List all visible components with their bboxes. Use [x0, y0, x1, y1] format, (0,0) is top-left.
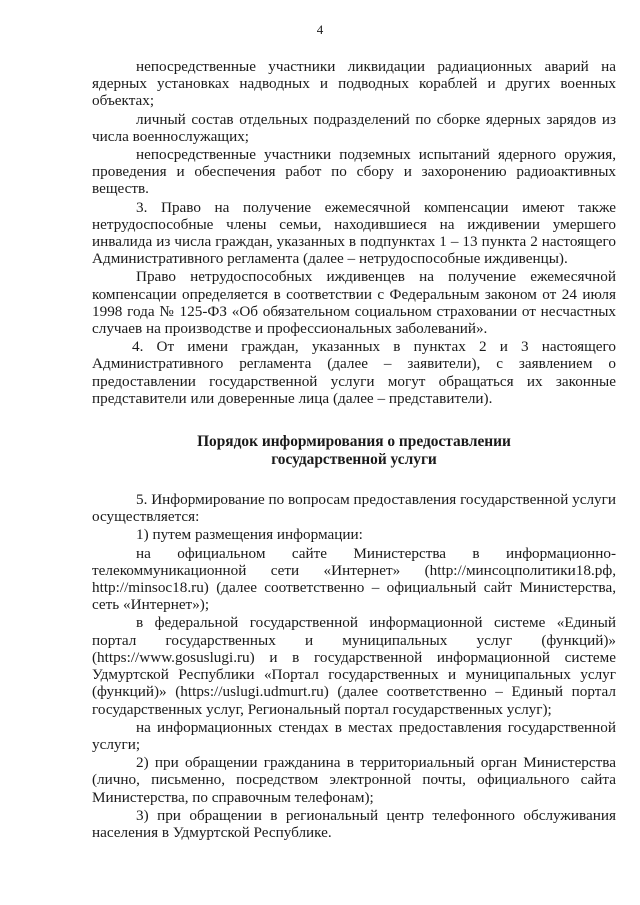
section-heading-line-1: Порядок информирования о предоставлении — [197, 433, 511, 451]
paragraph: на информационных стендах в местах предоставления государственной услуги; — [92, 718, 616, 753]
subitem-3: 3) при обращении в региональный центр телефонного обслуживания населения в Удмуртской Республике. — [92, 806, 616, 841]
section-heading — [92, 433, 616, 469]
paragraph-item-5: 5. Информирование по вопросам предоставления государственной услуги осуществляется: — [92, 491, 616, 526]
paragraph-item-3: 3. Право на получение ежемесячной компенсации имеют также нетрудоспособные члены семьи, находившиеся на иждивении умершего инвалида из числа граждан, указанных в подпунктах 1 – 13 пункта 2 настоящего Административного регламента (далее – нетрудоспособные иждивенцы). — [92, 198, 616, 268]
paragraph: Право нетрудоспособных иждивенцев на получение ежемесячной компенсации определяется в соответствии с Федеральным законом от 24 июля 1998 года № 125-ФЗ «Об обязательном социальном страховании от несчастных случаев на производстве и профессиональных заболеваний». — [92, 268, 616, 338]
paragraph: в федеральной государственной информационной системе «Единый портал государственных и муниципальных услуг (функций)» (https://www.gosuslugi.ru) и в государственной информационной системе Удмуртской Республики «Портал государственных и муниципальных услуг (функций)» (https://uslugi.udmurt.ru) (далее соответственно – Единый портал государственных услуг, Региональный портал государственных услуг); — [92, 614, 616, 718]
paragraph: личный состав отдельных подразделений по сборке ядерных зарядов из числа военнослужащих; — [92, 110, 616, 145]
paragraph: непосредственные участники ликвидации радиационных аварий на ядерных установках надводных и подводных кораблей и других военных объектах; — [92, 58, 616, 110]
subitem-1: 1) путем размещения информации: — [136, 526, 363, 544]
page-number: 4 — [316, 22, 324, 37]
document-body — [92, 58, 616, 842]
paragraph: на официальном сайте Министерства в информационно-телекоммуникационной сети «Интернет» (http://минсоцполитики18.рф, http://minsoc18.ru) (далее соответственно – официальный сайт Министерства, сеть «Интернет»); — [92, 544, 616, 614]
paragraph: непосредственные участники подземных испытаний ядерного оружия, проведения и обеспечения работ по сбору и захоронению радиоактивных веществ. — [92, 146, 616, 198]
subitem-2: 2) при обращении гражданина в территориальный орган Министерства (лично, письменно, посредством электронной почты, официального сайта Министерства, по справочным телефонам); — [92, 754, 616, 806]
section-heading-line-2: государственной услуги — [271, 451, 437, 469]
paragraph-item-4: 4. От имени граждан, указанных в пунктах 2 и 3 настоящего Административного регламента (далее – заявители), с заявлением о предоставлении государственной услуги могут обращаться их законные представители или доверенные лица (далее – представители). — [92, 338, 616, 407]
